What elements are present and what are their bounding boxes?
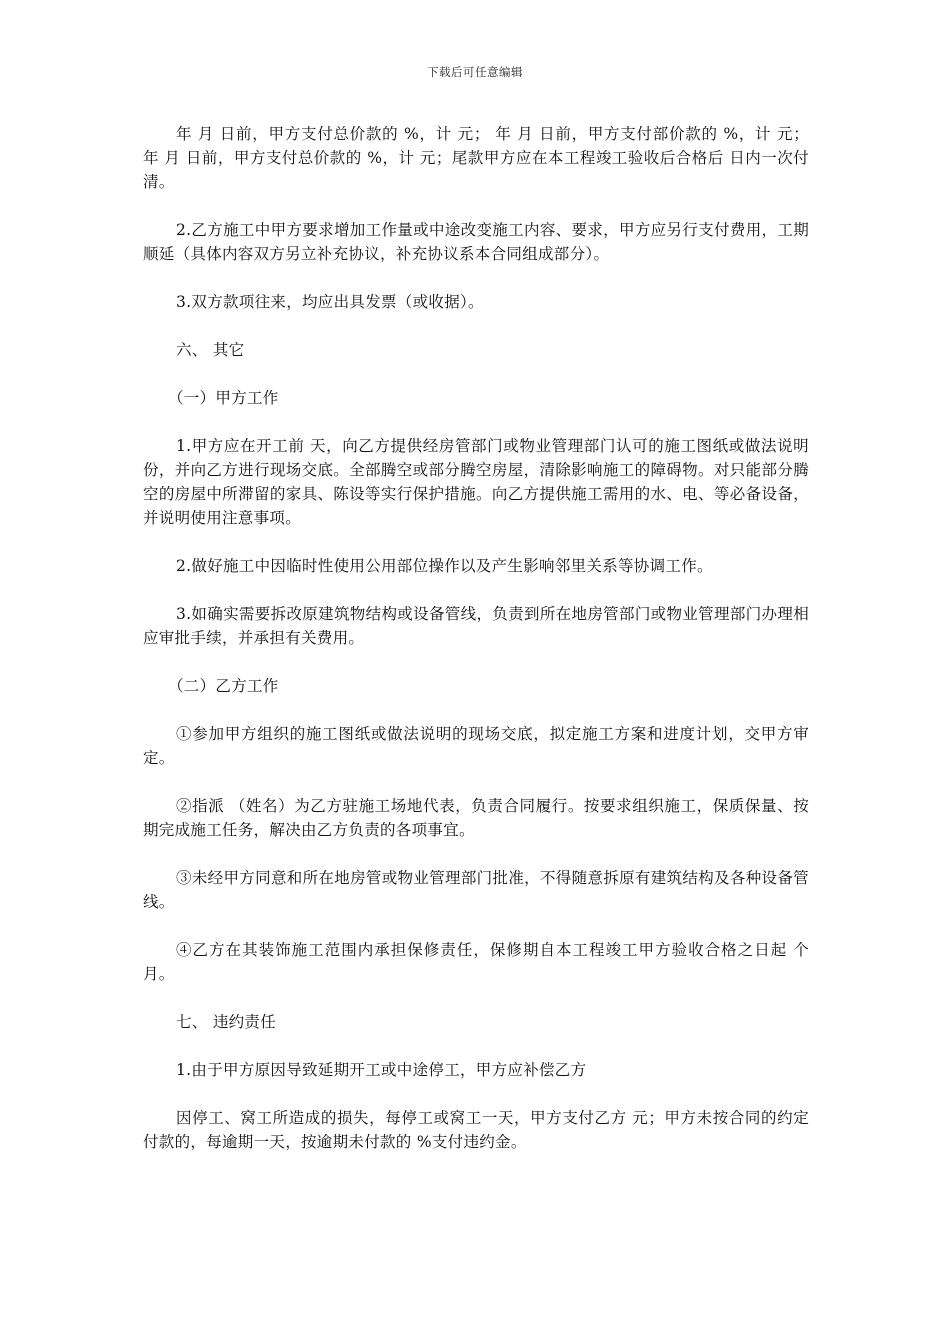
paragraph-party-b-item-3: ③未经甲方同意和所在地房管或物业管理部门批准，不得随意拆原有建筑结构及各种设备管线。 [143, 869, 809, 911]
section-heading-other: 六、 其它 [176, 341, 245, 359]
paragraph-party-b-item-2: ②指派 （姓名）为乙方驻施工场地代表，负责合同履行。按要求组织施工，保质保量、按期完成施工任务，解决由乙方负责的各项事宜。 [143, 797, 809, 839]
paragraph-party-b-item-4: ④乙方在其装饰施工范围内承担保修责任，保修期自本工程竣工甲方验收合格之日起 个月。 [143, 941, 809, 983]
paragraph-party-b-item-1: ①参加甲方组织的施工图纸或做法说明的现场交底，拟定施工方案和进度计划，交甲方审定。 [143, 725, 809, 767]
subsection-heading-party-a: （一）甲方工作 [168, 389, 279, 407]
section-heading-liability: 七、 违约责任 [176, 1013, 277, 1031]
paragraph-party-a-item-3: 3.如确实需要拆改原建筑物结构或设备管线，负责到所在地房管部门或物业管理部门办理相应审批手续，并承担有关费用。 [143, 605, 809, 647]
document-body [143, 122, 809, 1178]
page-header: 下载后可任意编辑 [427, 65, 523, 79]
subsection-heading-party-b: （二）乙方工作 [168, 677, 279, 695]
paragraph-party-a-item-2: 2.做好施工中因临时性使用公用部位操作以及产生影响邻里关系等协调工作。 [176, 557, 713, 575]
paragraph-liability-item-1-cont: 因停工、窝工所造成的损失，每停工或窝工一天，甲方支付乙方 元；甲方未按合同的约定付款的，每逾期一天，按逾期未付款的 %支付违约金。 [143, 1109, 809, 1151]
paragraph-payment-schedule: 年 月 日前，甲方支付总价款的 %，计 元； 年 月 日前，甲方支付部价款的 %，计 元； 年 月 日前，甲方支付总价款的 %，计 元；尾款甲方应在本工程竣工验收后合格后 日内一次付清。 [143, 125, 809, 191]
paragraph-invoice: 3.双方款项往来，均应出具发票（或收据）。 [176, 293, 484, 311]
paragraph-liability-item-1: 1.由于甲方原因导致延期开工或中途停工，甲方应补偿乙方 [176, 1061, 587, 1079]
paragraph-party-a-item-1: 1.甲方应在开工前 天，向乙方提供经房管部门或物业管理部门认可的施工图纸或做法说明 份，并向乙方进行现场交底。全部腾空或部分腾空房屋，清除影响施工的障碍物。对只能部分腾空的房屋中所滞留的家具、陈设等实行保护措施。向乙方提供施工需用的水、电、等必备设备，并说明使用注意事项。 [143, 437, 809, 527]
paragraph-extra-work: 2.乙方施工中甲方要求增加工作量或中途改变施工内容、要求，甲方应另行支付费用，工期顺延（具体内容双方另立补充协议，补充协议系本合同组成部分）。 [143, 221, 809, 263]
